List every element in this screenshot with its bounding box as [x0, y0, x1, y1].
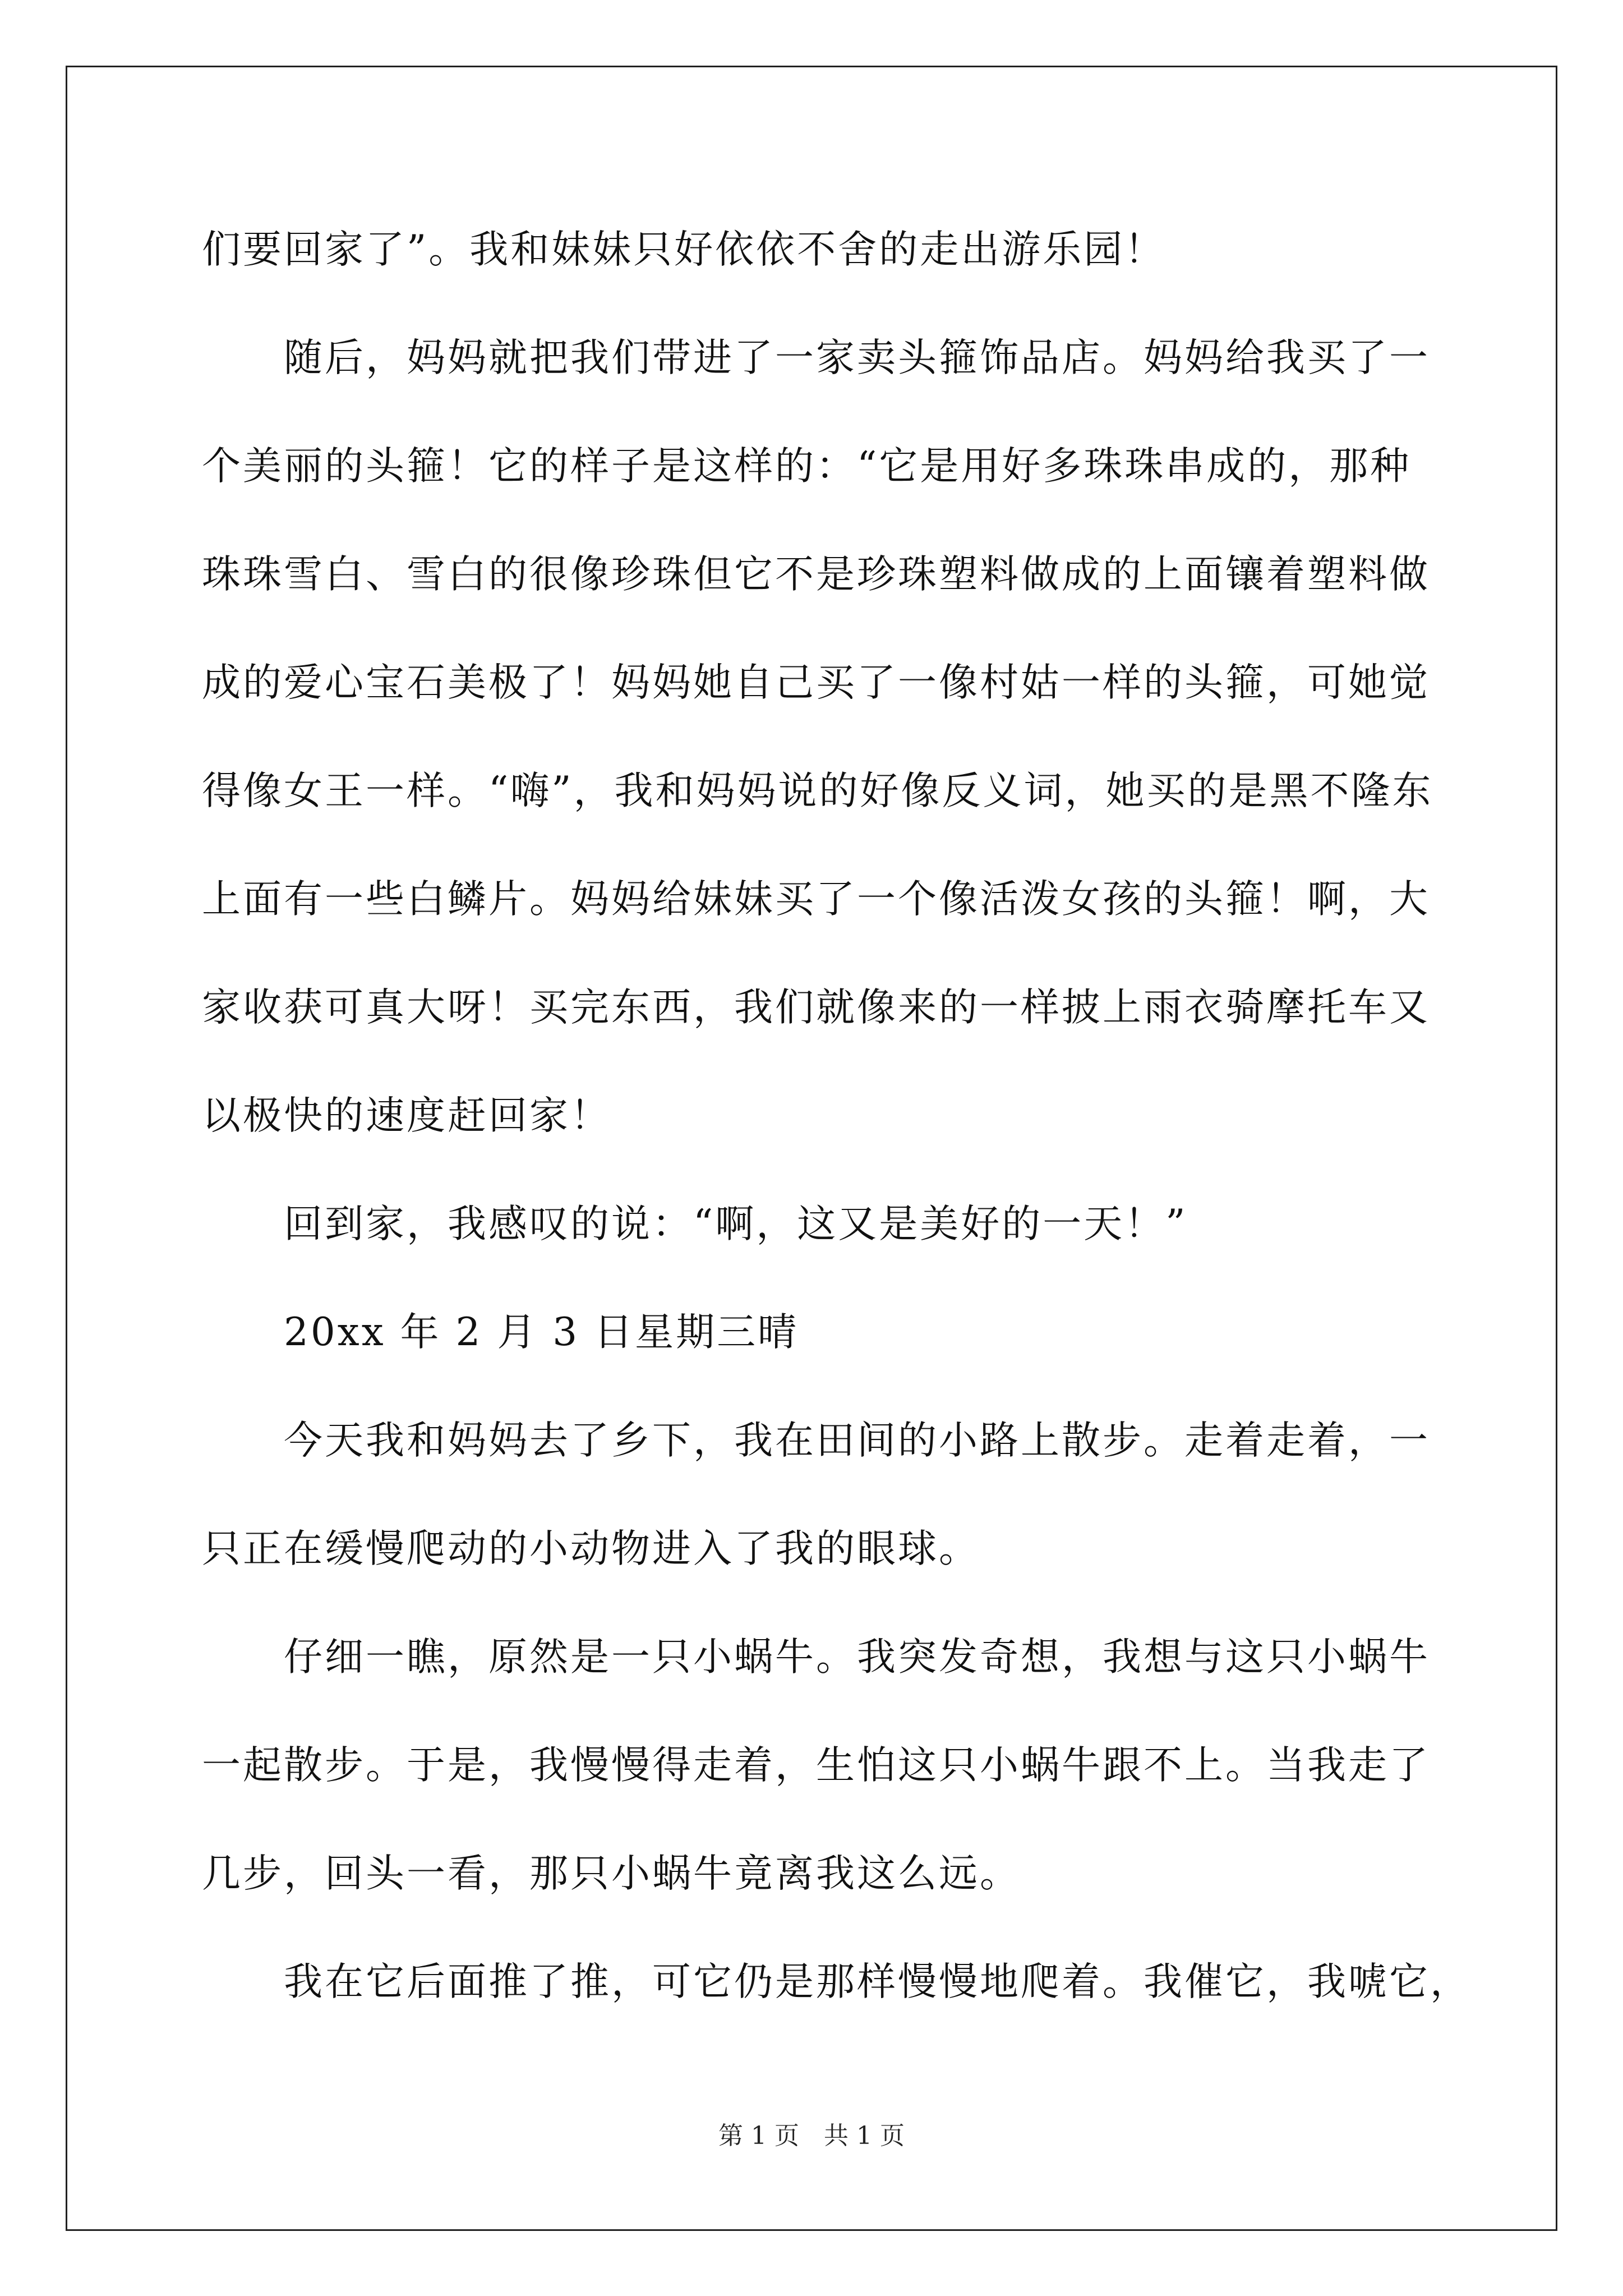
text-line: 只正在缓慢爬动的小动物进入了我的眼球。: [202, 1526, 980, 1571]
text-line: 们要回家了”。我和妹妹只好依依不舍的走出游乐园！: [202, 227, 1166, 272]
text-line: 20xx 年 2 月 3 日星期三晴: [202, 1310, 799, 1355]
text-line: 仔细一瞧，原然是一只小蜗牛。我突发奇想，我想与这只小蜗牛: [202, 1635, 1430, 1680]
text-line: 个美丽的头箍！它的样子是这样的：“它是用好多珠珠串成的，那种: [202, 444, 1412, 489]
text-line: 我在它后面推了推，可它仍是那样慢慢地爬着。我催它，我唬它，: [202, 1959, 1471, 2004]
text-line: 回到家，我感叹的说：“啊，这又是美好的一天！”: [202, 1202, 1188, 1246]
text-line: 得像女王一样。“嗨”，我和妈妈说的好像反义词，她买的是黑不隆东: [202, 769, 1433, 813]
text-line: 以极快的速度赶回家！: [202, 1093, 611, 1138]
page-number-footer: 第 1 页 共 1 页: [718, 2122, 905, 2150]
text-line: 家收获可真大呀！买完东西，我们就像来的一样披上雨衣骑摩托车又: [202, 985, 1430, 1030]
text-line: 今天我和妈妈去了乡下，我在田间的小路上散步。走着走着，一: [202, 1418, 1430, 1463]
text-line: 一起散步。于是，我慢慢得走着，生怕这只小蜗牛跟不上。当我走了: [202, 1743, 1430, 1788]
page-border: [66, 66, 1557, 2231]
text-line: 珠珠雪白、雪白的很像珍珠但它不是珍珠塑料做成的上面镶着塑料做: [202, 552, 1430, 597]
text-line: 随后，妈妈就把我们带进了一家卖头箍饰品店。妈妈给我买了一: [202, 335, 1430, 380]
text-line: 成的爱心宝石美极了！妈妈她自己买了一像村姑一样的头箍，可她觉: [202, 660, 1430, 705]
text-line: 上面有一些白鳞片。妈妈给妹妹买了一个像活泼女孩的头箍！啊，大: [202, 877, 1430, 922]
text-line: 几步，回头一看，那只小蜗牛竟离我这么远。: [202, 1851, 1021, 1896]
